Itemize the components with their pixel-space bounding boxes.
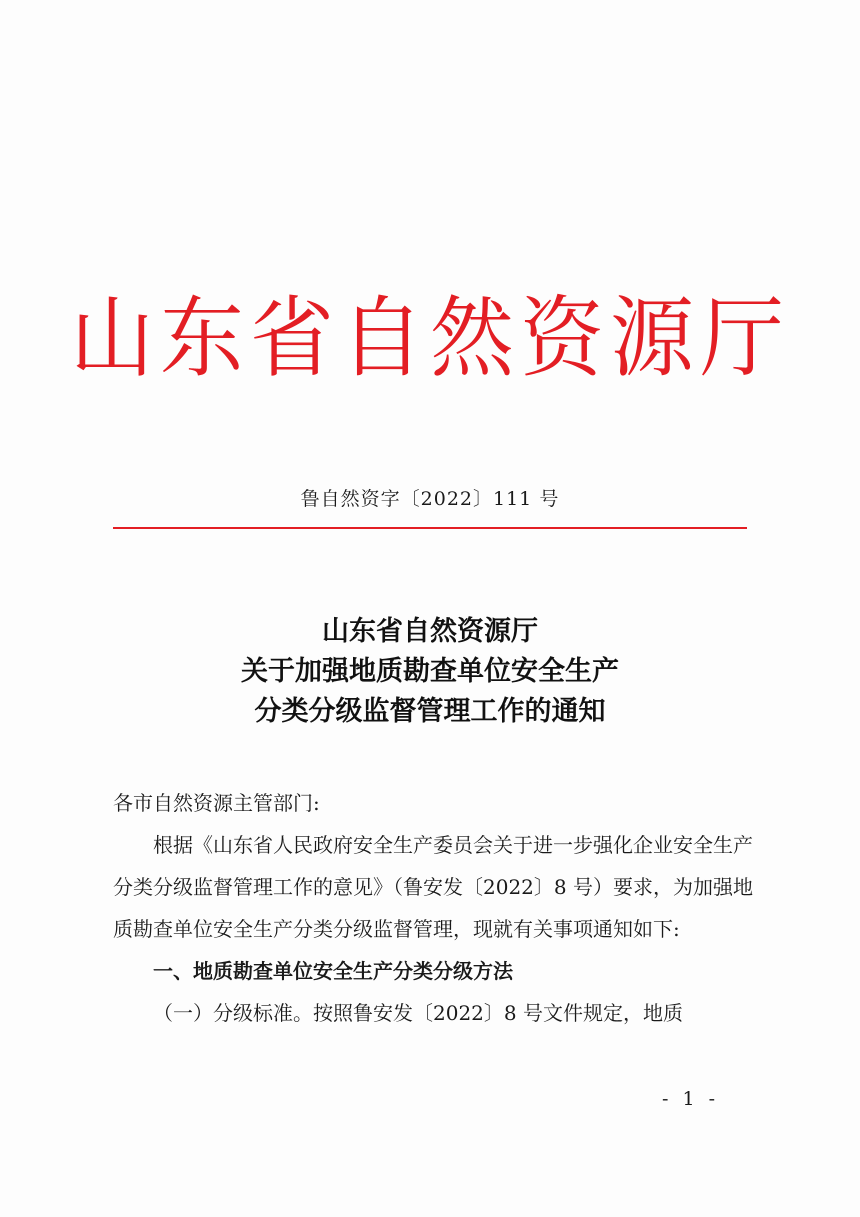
document-number: 鲁自然资字〔2022〕111 号 bbox=[300, 488, 560, 510]
page-number: - 1 - bbox=[662, 1088, 720, 1110]
agency-red-header: 山东省自然资源厅 bbox=[69, 286, 790, 390]
section-heading-1: 一、地质勘查单位安全生产分类分级方法 bbox=[153, 959, 513, 983]
red-divider-line bbox=[113, 527, 747, 529]
title-line-3: 分类分级监督管理工作的通知 bbox=[254, 696, 606, 727]
title-line-2: 关于加强地质勘查单位安全生产 bbox=[241, 656, 619, 687]
body-paragraph-1: 根据《山东省人民政府安全生产委员会关于进一步强化企业安全生产分类分级监督管理工作的意见》（鲁安发〔2022〕8 号）要求，为加强地质勘查单位安全生产分类分级监督管理，现就有关事项通知如下: bbox=[113, 833, 753, 941]
salutation: 各市自然资源主管部门: bbox=[113, 791, 320, 815]
document-title bbox=[0, 612, 860, 732]
document-body bbox=[113, 782, 753, 1034]
body-paragraph-2: （一）分级标准。按照鲁安发〔2022〕8 号文件规定，地质 bbox=[153, 1001, 683, 1025]
title-line-1: 山东省自然资源厅 bbox=[322, 616, 538, 647]
